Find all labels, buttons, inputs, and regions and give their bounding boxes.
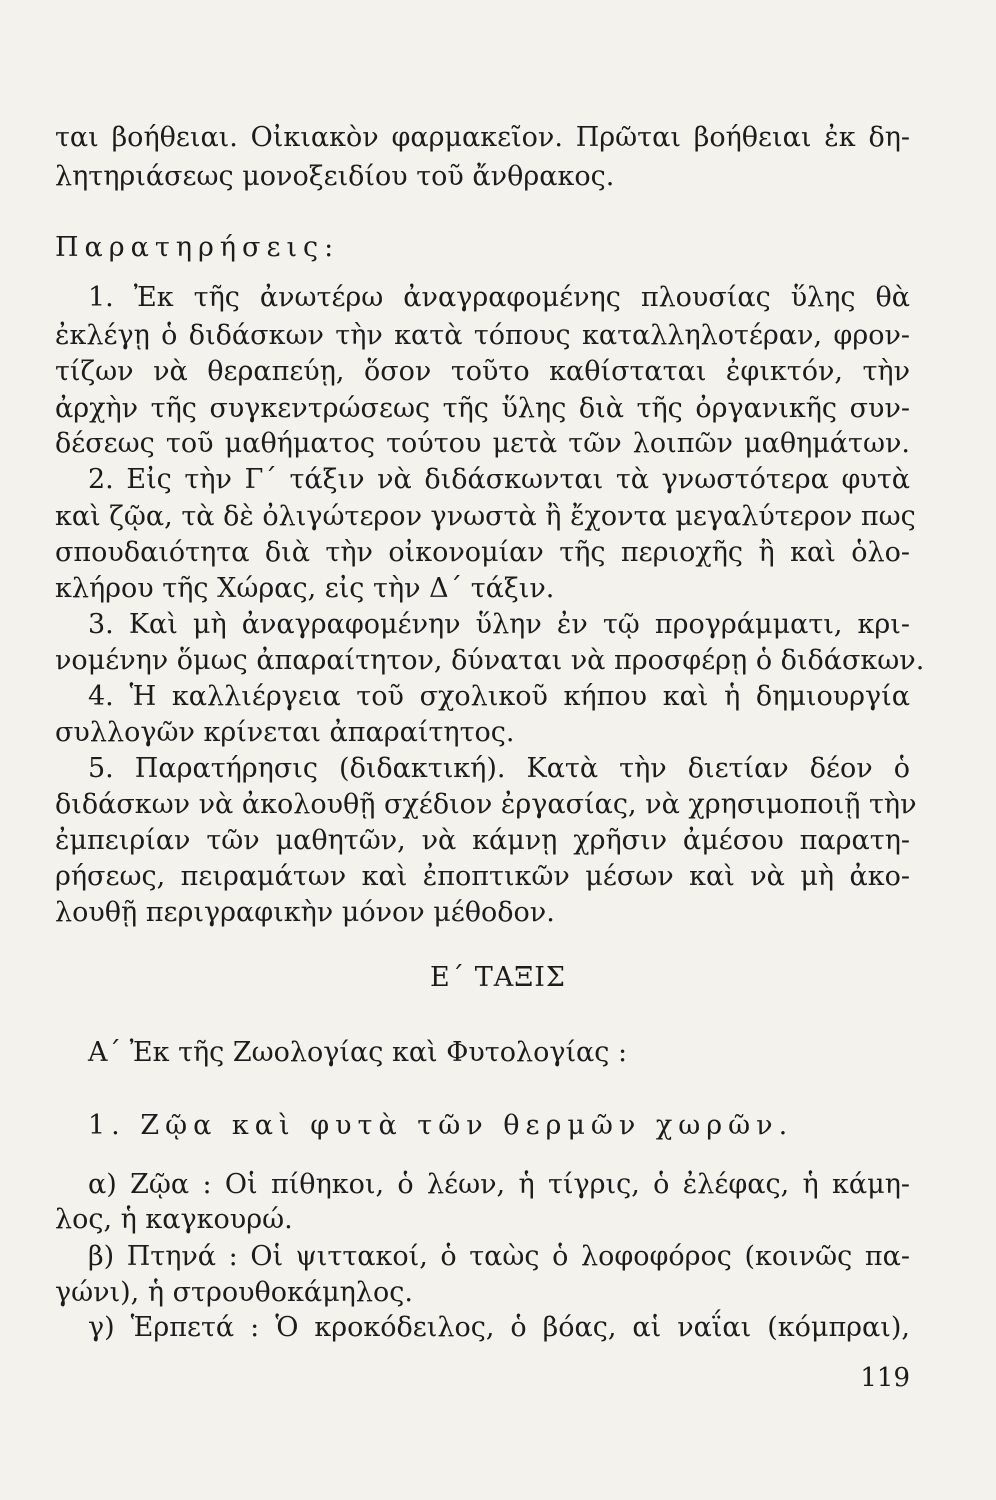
text-line: 5. Παρατήρησις (διδακτική). Κατὰ τὴν διετίαν δέον ὁ bbox=[88, 753, 910, 784]
text-line: καὶ ζῷα, τὰ δὲ ὀλιγώτερον γνωστὰ ἢ ἔχοντα μεγαλύτερον πως bbox=[55, 501, 916, 532]
text-line: λουθῇ περιγραφικὴν μόνον μέθοδον. bbox=[55, 897, 555, 928]
text-line: ἐκλέγῃ ὁ διδάσκων τὴν κατὰ τόπους καταλληλοτέραν, φρον- bbox=[55, 320, 910, 351]
text-line: κλήρου τῆς Χώρας, εἰς τὴν Δ΄ τάξιν. bbox=[55, 573, 555, 604]
text-line: σπουδαιότητα διὰ τὴν οἰκονομίαν τῆς περιοχῆς ἢ καὶ ὁλο- bbox=[55, 537, 910, 568]
text-line: γώνι), ἡ στρουθοκάμηλος. bbox=[55, 1277, 413, 1308]
text-line: ται βοήθειαι. Οἰκιακὸν φαρμακεῖον. Πρῶται βοήθειαι ἐκ δη- bbox=[55, 122, 910, 153]
text-line: 4. Ἡ καλλιέργεια τοῦ σχολικοῦ κήπου καὶ ἡ δημιουργία bbox=[88, 681, 910, 712]
text-line: α) Ζῷα : Οἱ πίθηκοι, ὁ λέων, ἡ τίγρις, ὁ ἐλέφας, ἡ κάμη- bbox=[88, 1169, 910, 1200]
text-line: διδάσκων νὰ ἀκολουθῇ σχέδιον ἐργασίας, νὰ χρησιμοποιῇ τὴν bbox=[55, 789, 917, 820]
text-line: ἐμπειρίαν τῶν μαθητῶν, νὰ κάμνῃ χρῆσιν ἀμέσου παρατη- bbox=[55, 825, 910, 856]
subsection-heading: Α΄ Ἐκ τῆς Ζωολογίας καὶ Φυτολογίας : bbox=[88, 1037, 628, 1068]
text-line: γ) Ἑρπετά : Ὁ κροκόδειλος, ὁ βόας, αἱ ναΐαι (κόμπραι), bbox=[88, 1312, 910, 1343]
text-line: 2. Εἰς τὴν Γ΄ τάξιν νὰ διδάσκωνται τὰ γνωστότερα φυτὰ bbox=[88, 464, 910, 495]
topic-heading: 1. Ζῷα καὶ φυτὰ τῶν θερμῶν χωρῶν. bbox=[88, 1110, 794, 1141]
text-line: λος, ἡ καγκουρώ. bbox=[55, 1204, 293, 1235]
text-line: λητηριάσεως μονοξειδίου τοῦ ἄνθρακος. bbox=[55, 161, 615, 192]
text-line: β) Πτηνά : Οἱ ψιττακοί, ὁ ταὼς ὁ λοφοφόρος (κοινῶς πα- bbox=[88, 1241, 910, 1272]
text-line: 1. Ἐκ τῆς ἀνωτέρω ἀναγραφομένης πλουσίας ὕλης θὰ bbox=[88, 282, 910, 313]
page-number: 119 bbox=[860, 1363, 910, 1393]
section-heading: Ε΄ ΤΑΞΙΣ bbox=[429, 962, 567, 993]
section-label: Παρατηρήσεις: bbox=[55, 232, 340, 263]
text-line: συλλογῶν κρίνεται ἀπαραίτητος. bbox=[55, 717, 515, 748]
text-line: ρήσεως, πειραμάτων καὶ ἐποπτικῶν μέσων καὶ νὰ μὴ ἀκο- bbox=[55, 861, 910, 892]
text-line: νομένην ὅμως ἀπαραίτητον, δύναται νὰ προσφέρῃ ὁ διδάσκων. bbox=[55, 645, 925, 676]
text-line: 3. Καὶ μὴ ἀναγραφομένην ὕλην ἐν τῷ προγράμματι, κρι- bbox=[88, 609, 910, 640]
text-line: ἀρχὴν τῆς συγκεντρώσεως τῆς ὕλης διὰ τῆς ὀργανικῆς συν- bbox=[55, 393, 910, 424]
text-line: τίζων νὰ θεραπεύῃ, ὅσον τοῦτο καθίσταται ἐφικτόν, τὴν bbox=[55, 356, 910, 387]
text-line: δέσεως τοῦ μαθήματος τούτου μετὰ τῶν λοιπῶν μαθημάτων. bbox=[55, 428, 910, 459]
